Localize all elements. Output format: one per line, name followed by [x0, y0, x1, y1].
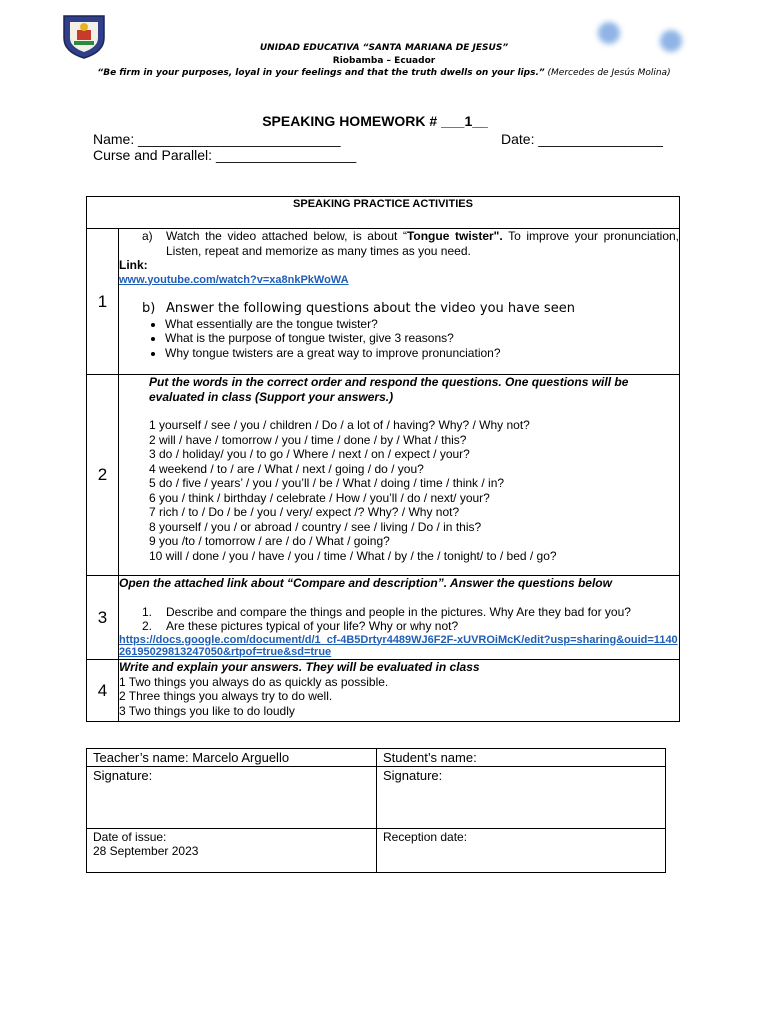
- list-item: 2 Three things you always try to do well.: [119, 689, 333, 703]
- list-item: 6 you / think / birthday / celebrate / How / you’ll / do / next/ your?: [149, 490, 490, 505]
- course-field[interactable]: Curse and Parallel: __________________: [93, 147, 357, 163]
- date-field[interactable]: Date: ________________: [501, 131, 663, 147]
- list-item: 1 Two things you always do as quickly as possible.: [119, 674, 389, 689]
- list-item: 2 will / have / tomorrow / you / time / done / by / What / this?: [149, 432, 467, 447]
- list-item: 8 yourself / you / or abroad / country / see / living / Do / in this?: [149, 519, 482, 534]
- activity-number: 1: [87, 229, 119, 375]
- list-item: 9 you /to / tomorrow / are / do / What / going?: [149, 534, 390, 548]
- google-docs-link[interactable]: https://docs.google.com/document/d/1_cf-4B5Drtyr4489WJ6F2F-xUVROiMcK/edit?usp=sharing&ouid=114026195029813247050&rtpof=true&sd=true: [119, 633, 678, 658]
- page-title: SPEAKING HOMEWORK # ___1__: [262, 113, 488, 129]
- activity-row-4: [87, 660, 680, 722]
- list-item: Are these pictures typical of your life? Why or why not?: [166, 619, 459, 633]
- activity-row-2: [87, 375, 680, 576]
- activity-1a-text: Watch the video attached below, is about “Tongue twister". To improve your pronunciation, Listen, repeat and memorize as many times as you need.: [166, 229, 680, 258]
- activity-row-3: 3 Open the attached link about “Compare and description”. Answer the questions below 1. Describe and compare the things and people in the pictures. Why Are they bad for you? 2. Are these pictures typical of your life? Why or why not? https://docs.google.com/document/d/1_cf-4B5Drtyr4489WJ6F2F-xUVROiMcK/edit?usp=sharing&ouid=114026195029813247050&rtpof=true&sd=true: [87, 576, 680, 660]
- activity-1b-text: Answer the following questions about the video you have seen: [166, 301, 575, 316]
- activity-number: 4: [87, 660, 119, 722]
- youtube-link[interactable]: www.youtube.com/watch?v=xa8nkPkWoWA: [119, 273, 349, 286]
- name-field[interactable]: Name: __________________________: [93, 131, 341, 147]
- reception-date-field[interactable]: Reception date:: [377, 829, 666, 873]
- student-signature-field[interactable]: Signature:: [377, 767, 666, 829]
- activities-table: [86, 196, 680, 722]
- decorative-blob: [598, 22, 620, 44]
- list-item: • What is the purpose of tongue twister, give 3 reasons?: [165, 331, 679, 346]
- list-item: • Why tongue twisters are a great way to improve pronunciation?: [165, 346, 679, 361]
- issue-label: Date of issue:: [93, 830, 167, 844]
- teacher-signature: Signature:: [87, 767, 377, 829]
- activity-number: 3: [87, 576, 119, 660]
- list-item: • What essentially are the tongue twister?: [165, 317, 679, 332]
- list-item: 4 weekend / to / are / What / next / going / do / you?: [149, 461, 424, 476]
- activities-heading: SPEAKING PRACTICE ACTIVITIES: [87, 197, 680, 229]
- activity-4-instruction: Write and explain your answers. They will be evaluated in class: [119, 660, 480, 674]
- activity-number: 2: [87, 375, 119, 576]
- list-item: Describe and compare the things and people in the pictures. Why Are they bad for you?: [166, 604, 631, 619]
- school-motto: “Be firm in your purposes, loyal in your feelings and that the truth dwells on your lips.” (Mercedes de Jesús Molina): [97, 68, 671, 78]
- activity-2-instruction: Put the words in the correct order and respond the questions. One questions will be evaluated in class (Support your answers.): [149, 375, 629, 404]
- activity-row-1: 1 a) Watch the video attached below, is about “Tongue twister". To improve your pronunciation, Listen, repeat and memorize as many times as you need. Link: www.youtube.com/watch?v=xa8nkPkWoWA b) Answer the following questions about the video you have seen • What essentially are the tongue twister? • What is the purpose of tongue twister, give 3 reasons? • Why tongue twisters are a great way to improve pronunciation?: [87, 229, 680, 375]
- student-name-field[interactable]: Student’s name:: [377, 749, 666, 767]
- signature-table: [86, 748, 666, 873]
- list-item: 7 rich / to / Do / be / you / very/ expect /? Why? / Why not?: [149, 505, 460, 519]
- list-item: 3 Two things you like to do loudly: [119, 703, 295, 718]
- list-item: 10 will / done / you / have / you / time / What / by / the / tonight/ to / bed / go?: [149, 548, 557, 563]
- teacher-name: Teacher’s name: Marcelo Arguello: [87, 749, 377, 767]
- list-item: 1 yourself / see / you / children / Do / a lot of / having? Why? / Why not?: [149, 418, 530, 432]
- school-city: Riobamba – Ecuador: [332, 56, 436, 66]
- list-item: 5 do / five / years’ / you / you’ll / be / What / doing / time / think / in?: [149, 476, 505, 490]
- activity-3-instruction: Open the attached link about “Compare and description”. Answer the questions below: [119, 576, 612, 590]
- link-label: Link:: [119, 258, 148, 272]
- issue-date: 28 September 2023: [93, 844, 199, 858]
- list-item: 3 do / holiday/ you / to go / Where / next / on / expect / your?: [149, 447, 470, 461]
- school-name: UNIDAD EDUCATIVA “SANTA MARIANA DE JESUS”: [259, 43, 509, 53]
